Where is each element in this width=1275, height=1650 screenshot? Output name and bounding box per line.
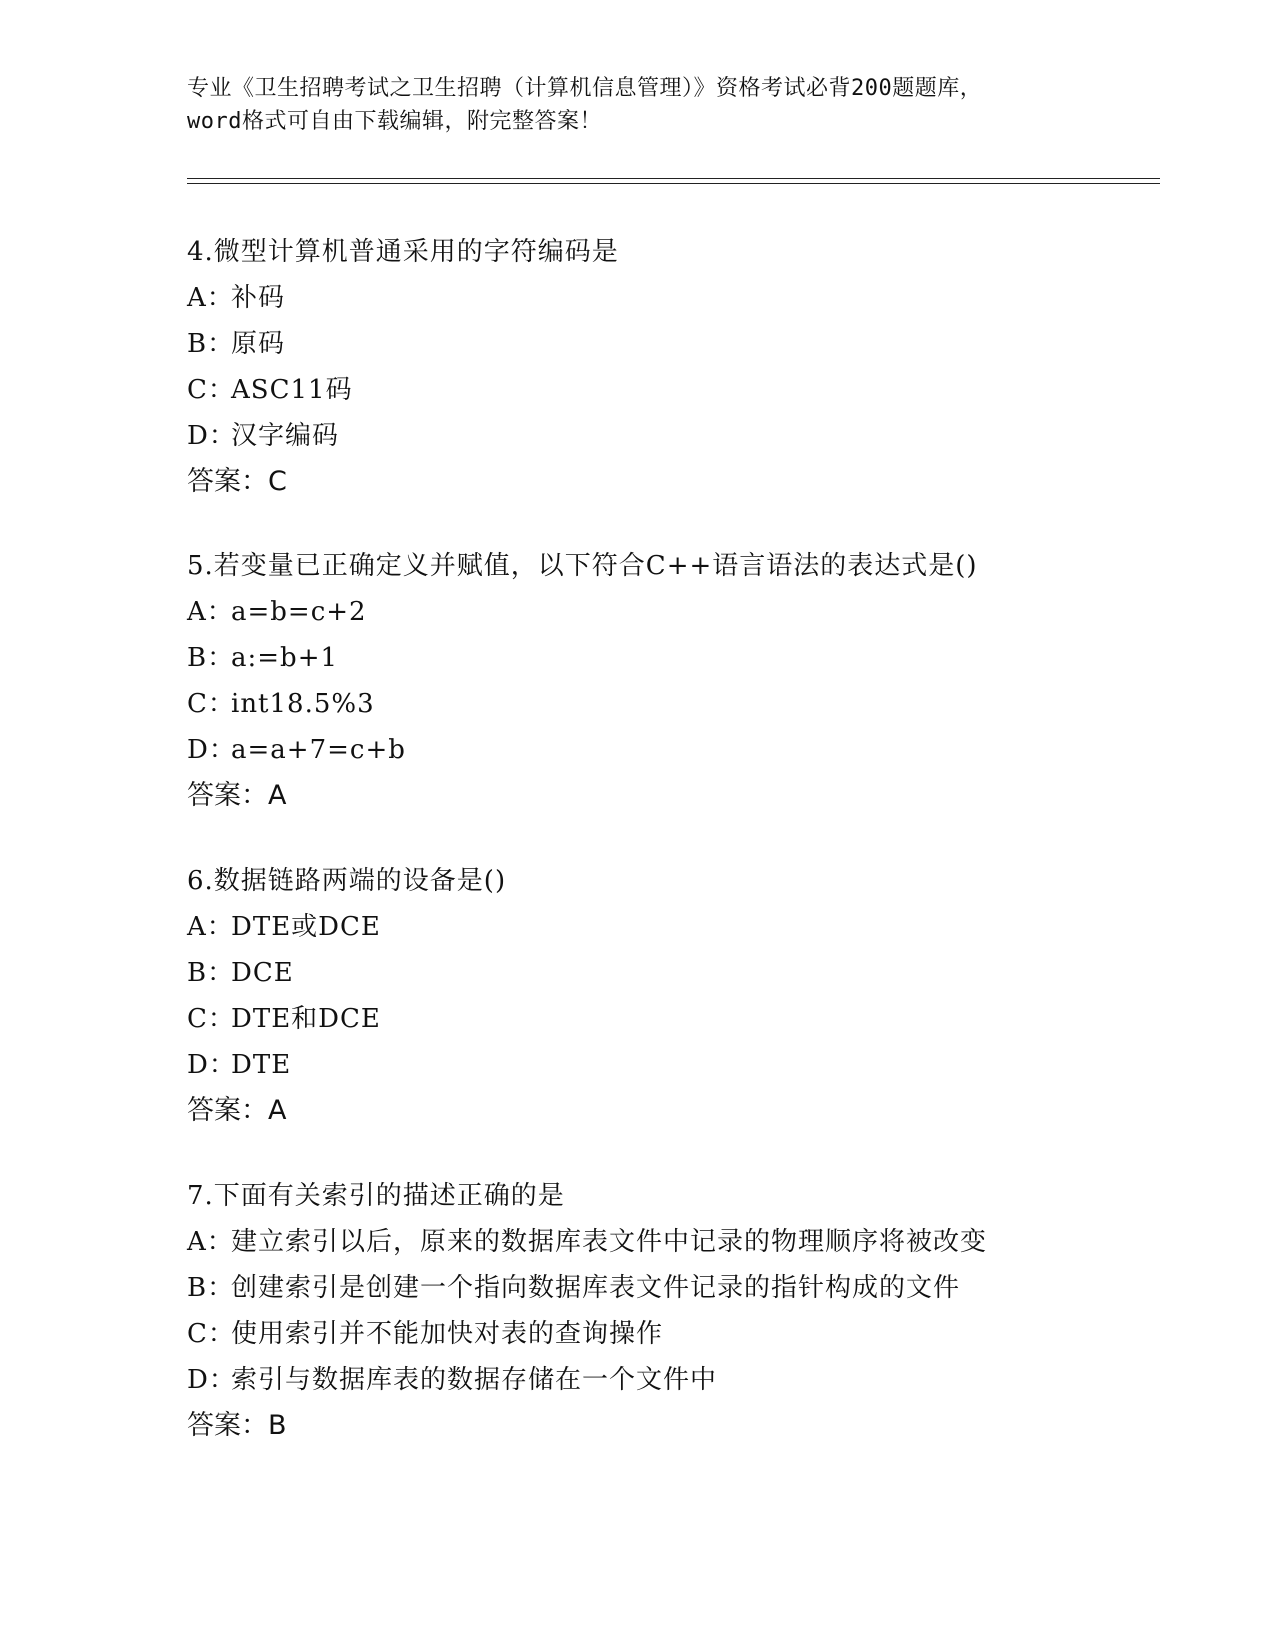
option-label: C： — [187, 689, 235, 719]
option-text: 汉字编码 — [231, 421, 340, 451]
option-text: DTE和DCE — [231, 1004, 381, 1034]
question-stem: 4.微型计算机普通采用的字符编码是 — [187, 237, 619, 267]
option-text: 使用索引并不能加快对表的查询操作 — [231, 1319, 664, 1349]
option-d — [187, 1042, 1187, 1088]
question-block-7 — [187, 1173, 1187, 1449]
option-label: B： — [187, 329, 235, 359]
option-label: D： — [187, 735, 236, 765]
answer-line: 答案：B — [187, 1410, 287, 1441]
option-text: 创建索引是创建一个指向数据库表文件记录的指针构成的文件 — [231, 1273, 961, 1303]
option-b — [187, 321, 1187, 367]
option-label: D： — [187, 1050, 236, 1080]
option-c — [187, 1311, 1187, 1357]
option-text: 建立索引以后，原来的数据库表文件中记录的物理顺序将被改变 — [231, 1227, 988, 1257]
option-label: D： — [187, 421, 236, 451]
header-line-2: word格式可自由下载编辑，附完整答案！ — [187, 109, 602, 134]
option-label: A： — [187, 1227, 234, 1257]
answer-line: 答案：C — [187, 466, 287, 497]
option-c — [187, 681, 1187, 727]
question-stem: 6.数据链路两端的设备是() — [187, 866, 507, 896]
option-d — [187, 727, 1187, 773]
option-a — [187, 1219, 1187, 1265]
option-label: B： — [187, 1273, 235, 1303]
option-text: a:=b+1 — [231, 643, 339, 673]
option-d — [187, 1357, 1187, 1403]
option-label: A： — [187, 283, 234, 313]
header-line-1: 专业《卫生招聘考试之卫生招聘（计算机信息管理）》资格考试必背200题题库， — [187, 76, 983, 101]
option-label: C： — [187, 1004, 235, 1034]
question-stem: 7.下面有关索引的描述正确的是 — [187, 1181, 565, 1211]
option-a — [187, 275, 1187, 321]
option-text: DCE — [231, 958, 294, 988]
header-divider-top — [187, 178, 1160, 179]
option-text: 索引与数据库表的数据存储在一个文件中 — [231, 1365, 718, 1395]
option-text: 补码 — [231, 283, 286, 313]
option-label: A： — [187, 597, 234, 627]
question-block-4 — [187, 229, 1187, 505]
option-label: B： — [187, 958, 235, 988]
option-c — [187, 996, 1187, 1042]
document-header — [187, 72, 1087, 138]
option-b — [187, 950, 1187, 996]
option-label: C： — [187, 375, 235, 405]
option-b — [187, 635, 1187, 681]
header-divider-bottom — [187, 183, 1160, 184]
answer-line: 答案：A — [187, 780, 287, 811]
question-block-5 — [187, 543, 1187, 819]
question-stem: 5.若变量已正确定义并赋值，以下符合C++语言语法的表达式是() — [187, 551, 978, 581]
option-a — [187, 589, 1187, 635]
option-text: int18.5%3 — [231, 689, 375, 719]
option-text: DTE或DCE — [231, 912, 381, 942]
option-label: B： — [187, 643, 235, 673]
option-text: a=a+7=c+b — [231, 735, 406, 765]
option-text: ASC11码 — [231, 375, 353, 405]
option-label: D： — [187, 1365, 236, 1395]
question-block-6 — [187, 858, 1187, 1134]
answer-line: 答案：A — [187, 1095, 287, 1126]
option-text: a=b=c+2 — [231, 597, 367, 627]
option-d — [187, 413, 1187, 459]
option-text: DTE — [231, 1050, 292, 1080]
option-a — [187, 904, 1187, 950]
option-b — [187, 1265, 1187, 1311]
option-label: A： — [187, 912, 234, 942]
option-c — [187, 367, 1187, 413]
option-text: 原码 — [231, 329, 286, 359]
option-label: C： — [187, 1319, 235, 1349]
